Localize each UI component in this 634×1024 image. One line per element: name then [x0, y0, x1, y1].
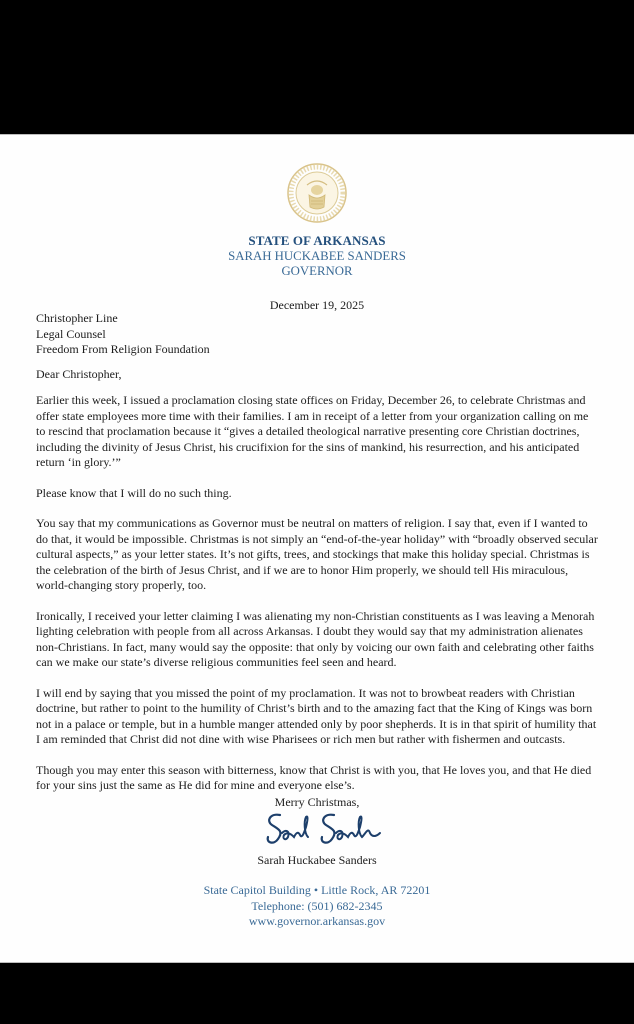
letter-date: December 19, 2025 — [269, 298, 365, 312]
paragraph: Earlier this week, I issued a proclamation closing state offices on Friday, December 26, to celebrate Christmas and offer state employees more time with their families. I am in receipt of a letter from your organization calling on me to rescind that proclamation because it “gives a detailed theological narrative presenting core Christian doctrines, including the divinity of Jesus Christ, his crucifixion for the sins of mankind, his resurrection, and his anticipated return ‘in glory.’” — [36, 393, 589, 469]
top-black-bar — [0, 0, 634, 134]
recipient-name: Christopher Line — [36, 311, 118, 325]
letterhead-title: GOVERNOR — [281, 264, 353, 278]
signer-name: Sarah Huckabee Sanders — [257, 853, 377, 867]
footer-telephone: Telephone: (501) 682-2345 — [251, 898, 383, 913]
letter-body — [36, 393, 600, 809]
letter-footer — [0, 883, 634, 930]
paragraph: Please know that I will do no such thing. — [36, 485, 232, 500]
recipient-organization: Freedom From Religion Foundation — [36, 342, 210, 356]
letterhead-name: SARAH HUCKABEE SANDERS — [228, 248, 406, 263]
state-seal-icon — [287, 163, 347, 223]
recipient-block — [36, 311, 210, 358]
letterhead — [0, 233, 634, 280]
handwritten-signature-icon — [262, 807, 382, 851]
paragraph: You say that my communications as Governor must be neutral on matters of religion. I say that, even if I wanted to do that, it would be impossible. Christmas is not simply an “end-of-the-year holiday” with “broadly observed secular cultural aspects,” as your letter states. It’s not gifts, trees, and stockings that make this holiday special. Christmas is the celebration of the birth of Jesus Christ, and if we are to honor Him properly, we should tell His miraculous, world-changing story properly, too. — [36, 516, 598, 592]
letterhead-state: STATE OF ARKANSAS — [248, 233, 386, 248]
footer-address: State Capitol Building • Little Rock, AR 72201 — [203, 883, 431, 897]
footer-website-link[interactable]: www.governor.arkansas.gov — [248, 914, 386, 928]
salutation: Dear Christopher, — [36, 367, 122, 381]
closing: Merry Christmas, — [274, 795, 360, 809]
paragraph: I will end by saying that you missed the point of my proclamation. It was not to browbeat readers with Christian doctrine, but rather to point to the humility of Christ’s birth and to the amazing fact that the King of Kings was born not in a palace or temple, but in a humble manger attended only by poor shepherds. It is in that spirit of humility that I am reminded that Christ did not dine with wise Pharisees or rich men but rather with fishermen and outcasts. — [36, 685, 597, 746]
paragraph: Ironically, I received your letter claiming I was alienating my non-Christian constituents as I was leaving a Menorah lighting celebration with people from all across Arkansas. I doubt they would say that my administration alienates non-Christians. In fact, many would say the opposite: that only by voicing our own faith and celebrating other faiths can we make our state’s diverse religious communities feel seen and heard. — [36, 608, 595, 669]
paragraph: Though you may enter this season with bitterness, know that Christ is with you, that He loves you, and that He died for your sins just the same as He did for mine and everyone else’s. — [36, 762, 592, 792]
bottom-black-bar — [0, 963, 634, 1024]
letter-page — [0, 134, 634, 963]
recipient-position: Legal Counsel — [36, 326, 106, 341]
